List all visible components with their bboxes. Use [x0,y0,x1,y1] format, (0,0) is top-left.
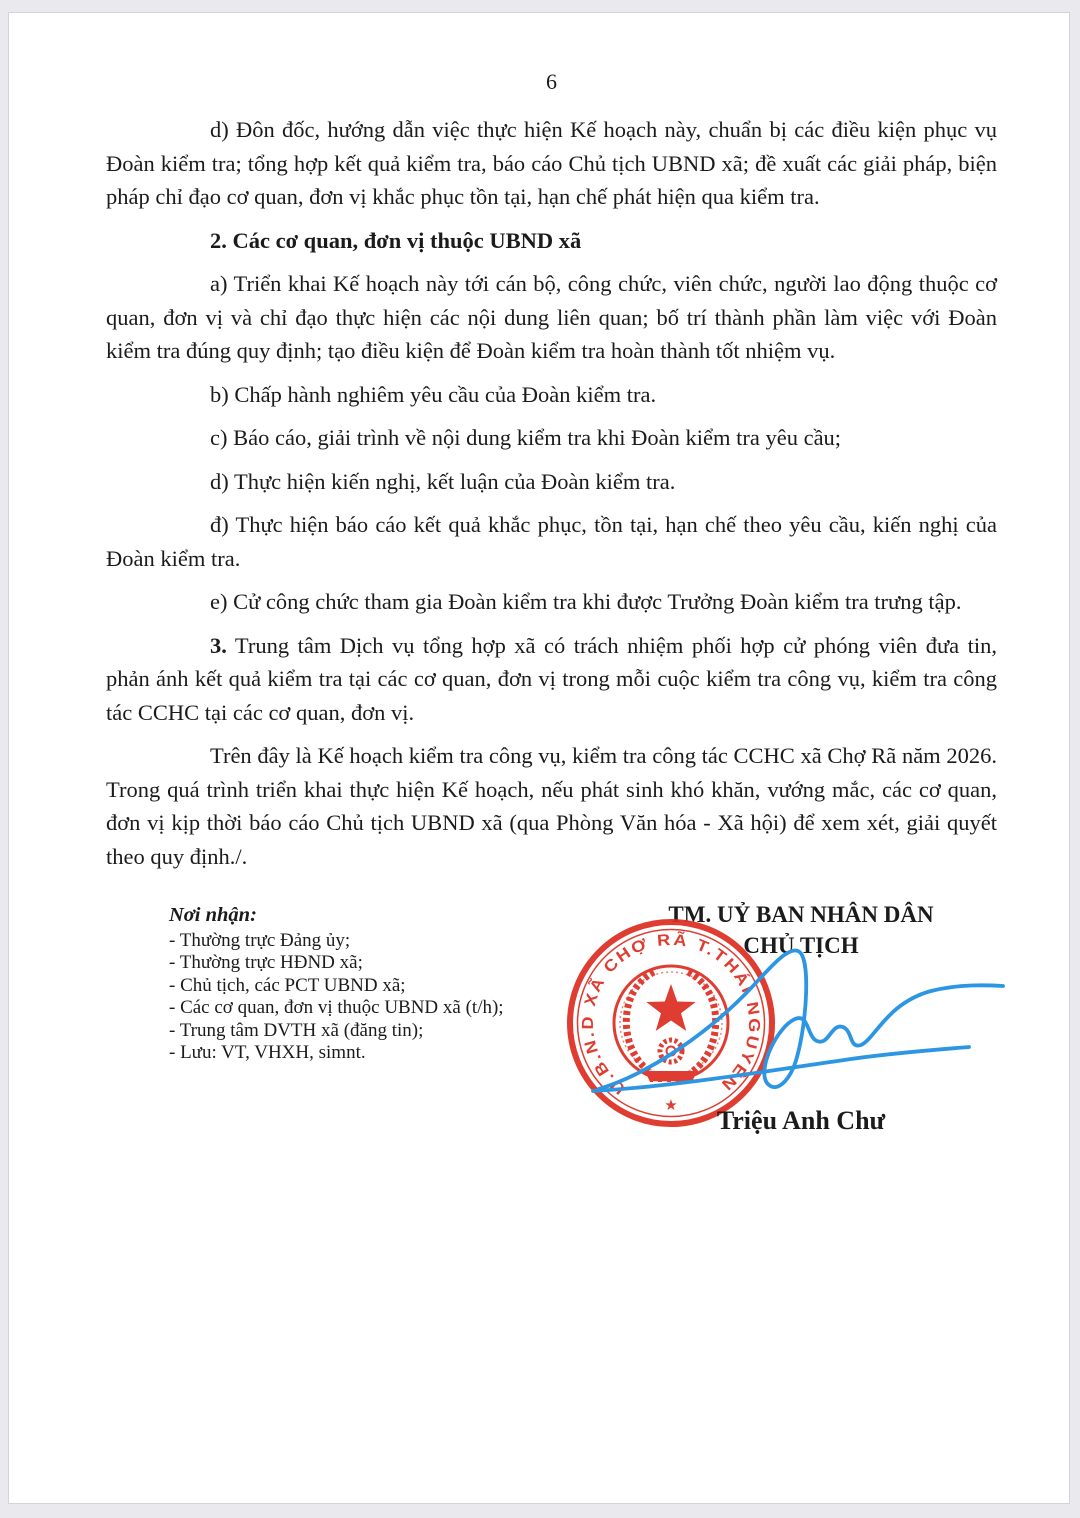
body-paragraph: Trên đây là Kế hoạch kiểm tra công vụ, kiểm tra công tác CCHC xã Chợ Rã năm 2026. Trong quá trình triển khai thực hiện Kế hoạch, nếu phát sinh khó khăn, vướng mắc, các cơ quan, đơn vị kịp thời báo cáo Chủ tịch UBND xã (qua Phòng Văn hóa - Xã hội) để xem xét, giải quyết theo quy định./. [106,743,997,869]
body-paragraph: d) Thực hiện kiến nghị, kết luận của Đoàn kiểm tra. [210,468,676,494]
recipient-item: - Chủ tịch, các PCT UBND xã; [169,974,406,996]
section-heading: 2. Các cơ quan, đơn vị thuộc UBND xã [210,227,582,253]
signer-title: CHỦ TỊCH [743,933,859,958]
document-body [106,113,997,873]
body-paragraph: a) Triển khai Kế hoạch này tới cán bộ, công chức, viên chức, người lao động thuộc cơ quan, đơn vị và chỉ đạo thực hiện các nội dung liên quan; bố trí thành phần làm việc với Đoàn kiểm tra đúng quy định; tạo điều kiện để Đoàn kiểm tra hoàn thành tốt nhiệm vụ. [106,271,997,363]
page-number: 6 [546,69,557,94]
body-paragraph: c) Báo cáo, giải trình về nội dung kiểm tra khi Đoàn kiểm tra yêu cầu; [210,425,842,450]
signer-name: Triệu Anh Chư [716,1106,886,1135]
recipient-item: - Lưu: VT, VHXH, simnt. [169,1042,366,1063]
body-paragraph: d) Đôn đốc, hướng dẫn việc thực hiện Kế hoạch này, chuẩn bị các điều kiện phục vụ Đoàn kiểm tra; tổng hợp kết quả kiểm tra, báo cáo Chủ tịch UBND xã; đề xuất các giải pháp, biện pháp chỉ đạo cơ quan, đơn vị khắc phục tồn tại, hạn chế phát hiện qua kiểm tra. [106,117,997,209]
recipients-block [169,904,504,1065]
body-paragraph: e) Cử công chức tham gia Đoàn kiểm tra khi được Trưởng Đoàn kiểm tra trưng tập. [210,589,962,614]
body-paragraph: 3. Trung tâm Dịch vụ tổng hợp xã có trách nhiệm phối hợp cử phóng viên đưa tin, phản ánh kết quả kiểm tra tại các cơ quan, đơn vị trong mỗi cuộc kiểm tra công vụ, kiểm tra công tác CCHC tại các cơ quan, đơn vị. [106,632,997,725]
recipient-item: - Thường trực HĐND xã; [169,952,363,973]
body-paragraph: b) Chấp hành nghiêm yêu cầu của Đoàn kiểm tra. [210,381,657,407]
stamp-ring-text: U.B.N.D XÃ CHỢ RÃ T.THÁI NGUYÊN [579,931,763,1098]
body-paragraph: đ) Thực hiện báo cáo kết quả khắc phục, tồn tại, hạn chế theo yêu cầu, kiến nghị của Đoàn kiểm tra. [106,512,997,571]
document-content [9,13,1069,873]
recipient-item: - Trung tâm DVTH xã (đăng tin); [169,1019,424,1041]
recipients-list [169,930,504,1065]
recipient-item: - Thường trực Đảng ủy; [169,929,351,951]
signing-authority: TM. UỶ BAN NHÂN DÂN [668,902,934,927]
document-page [8,12,1070,1504]
recipients-heading: Nơi nhận: [169,904,257,926]
handwritten-signature [561,916,1021,1116]
recipient-item: - Các cơ quan, đơn vị thuộc UBND xã (t/h); [169,997,504,1018]
stamp-star-symbol: ★ [664,1098,678,1114]
